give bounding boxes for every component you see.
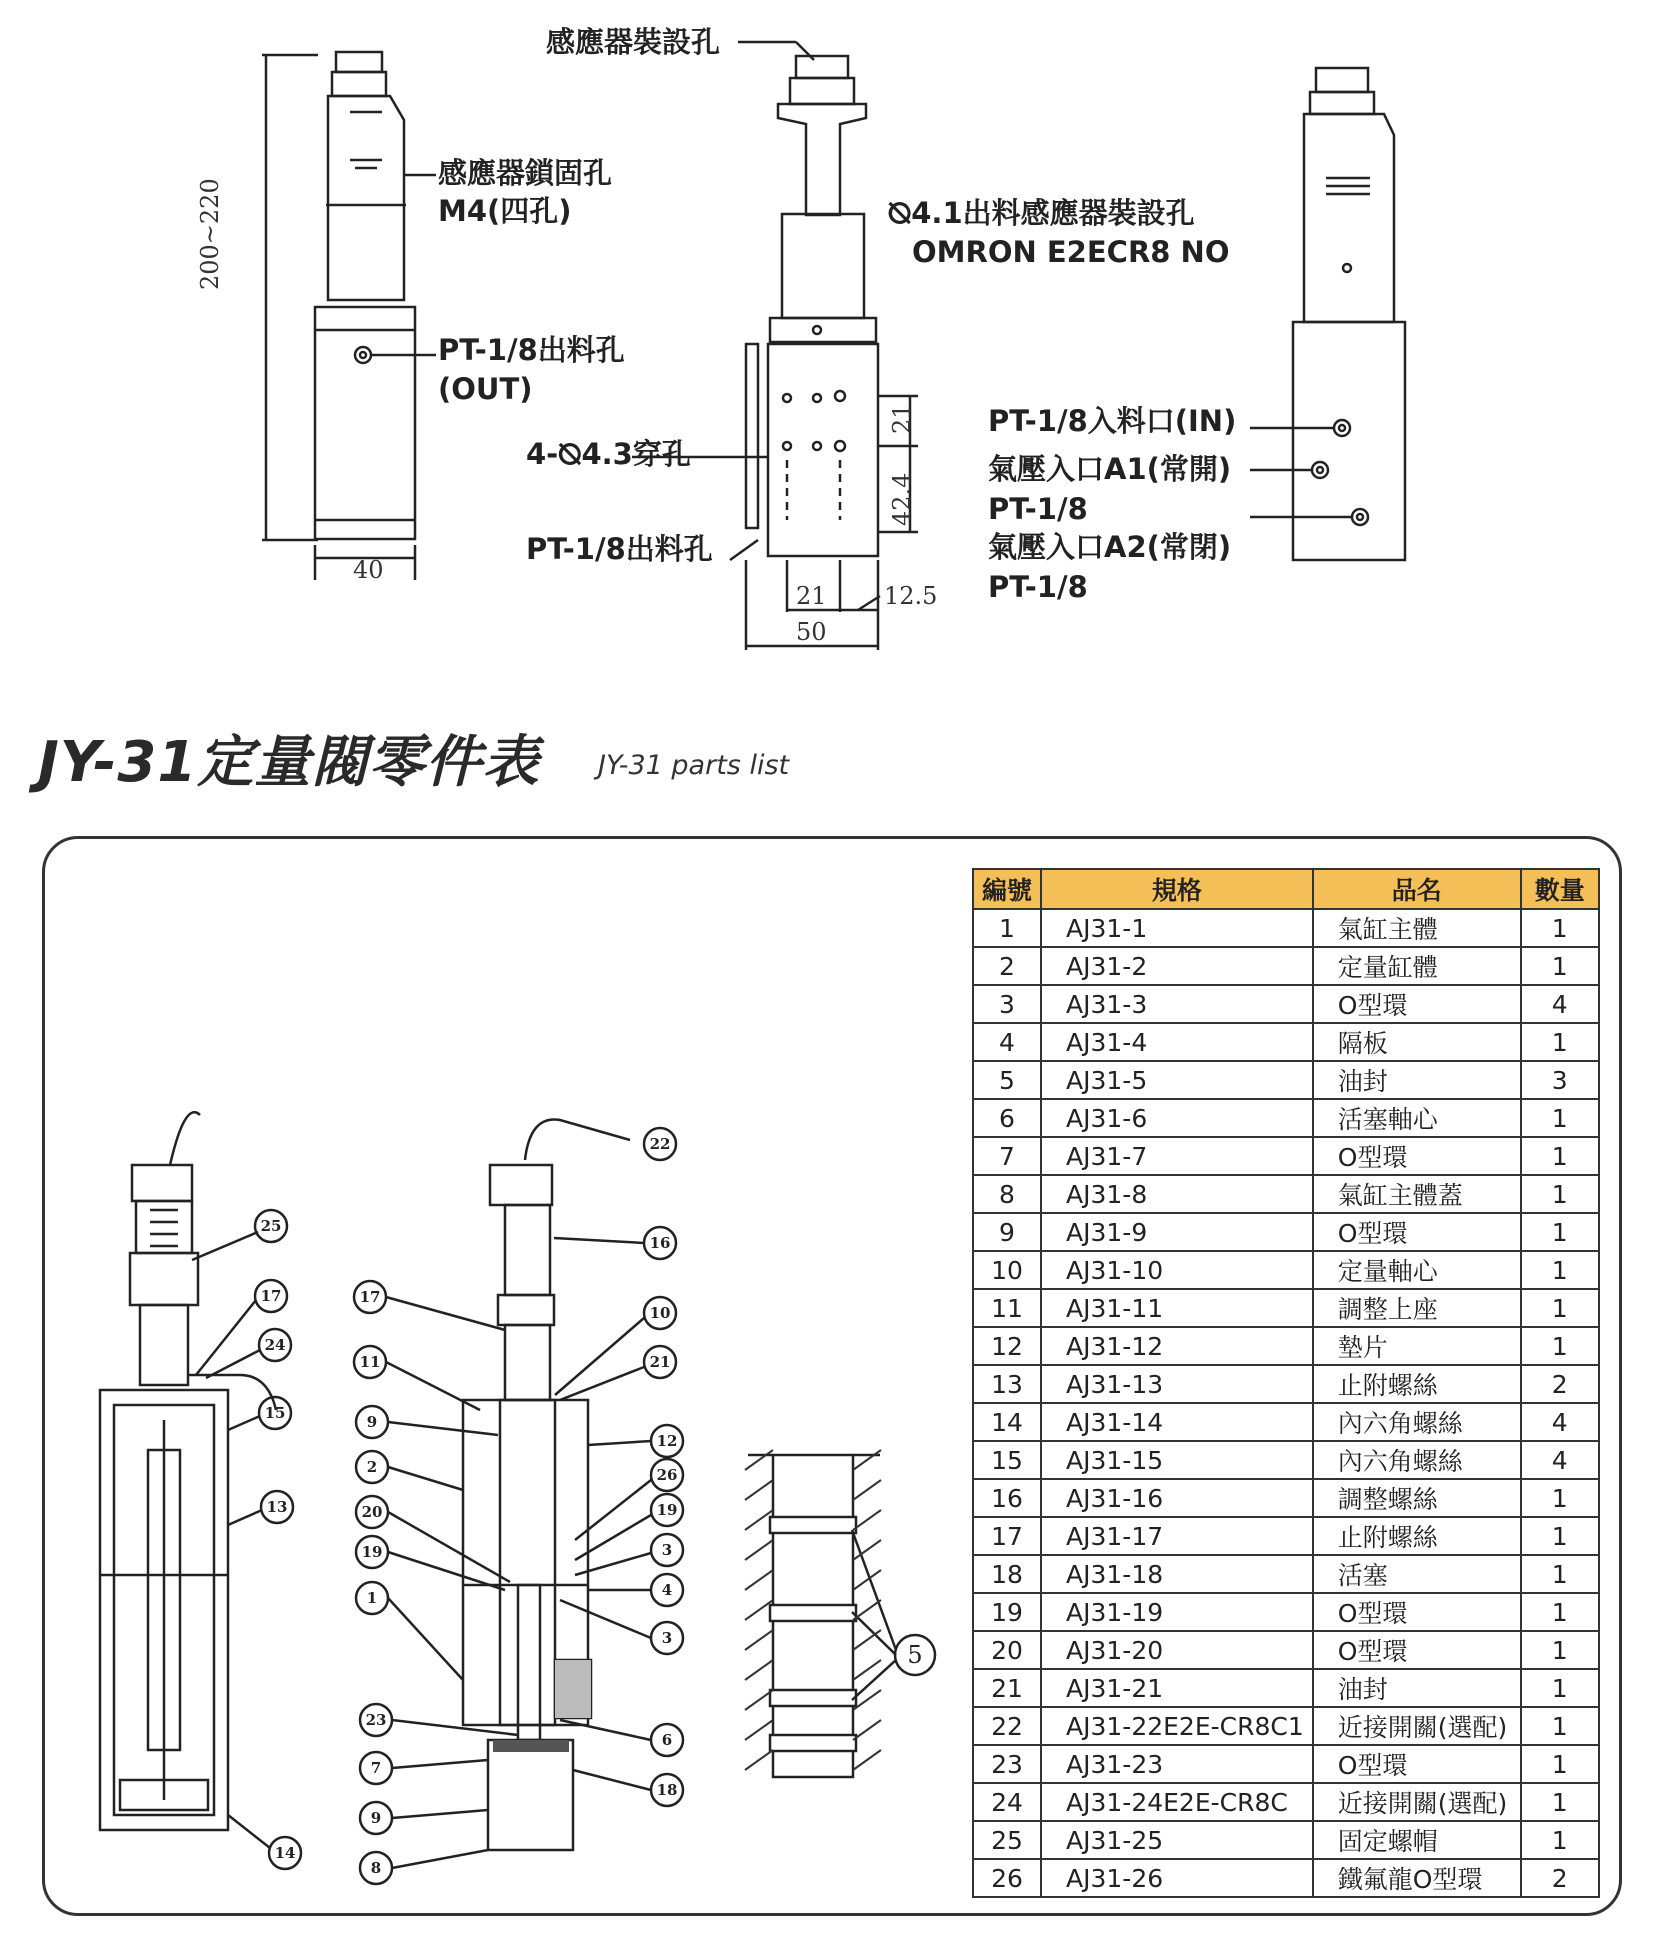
part-no: 13 [973,1365,1041,1403]
part-name: 油封 [1313,1669,1521,1707]
part-qty: 1 [1521,947,1599,985]
table-row [973,1859,1599,1897]
part-name: 內六角螺絲 [1313,1403,1521,1441]
part-name: 近接開關(選配) [1313,1783,1521,1821]
part-qty: 1 [1521,1327,1599,1365]
part-name: 內六角螺絲 [1313,1441,1521,1479]
part-qty: 2 [1521,1859,1599,1897]
callout-cl-9a: 9 [366,1413,378,1431]
part-qty: 4 [1521,1441,1599,1479]
part-name: 定量軸心 [1313,1251,1521,1289]
table-row [973,1137,1599,1175]
part-spec: AJ31-13 [1041,1365,1313,1403]
dim-21-top: 21 [888,403,916,434]
part-no: 26 [973,1859,1041,1897]
callout-cl-23: 23 [365,1711,387,1729]
table-row [973,947,1599,985]
callout-detail-5: 5 [907,1641,923,1669]
table-row [973,1251,1599,1289]
table-row [973,1365,1599,1403]
part-no: 14 [973,1403,1041,1441]
part-name: 活塞 [1313,1555,1521,1593]
part-spec: AJ31-21 [1041,1669,1313,1707]
table-row [973,1441,1599,1479]
table-row [973,1783,1599,1821]
callout-left-17: 17 [260,1287,282,1305]
part-spec: AJ31-3 [1041,985,1313,1023]
part-spec: AJ31-6 [1041,1099,1313,1137]
part-no: 23 [973,1745,1041,1783]
table-row [973,1099,1599,1137]
part-no: 17 [973,1517,1041,1555]
part-name: O型環 [1313,985,1521,1023]
part-name: 調整上座 [1313,1289,1521,1327]
dim-12-5: 12.5 [884,582,938,610]
part-name: O型環 [1313,1593,1521,1631]
part-spec: AJ31-2 [1041,947,1313,985]
header-no: 編號 [973,869,1041,909]
part-no: 22 [973,1707,1041,1745]
part-no: 6 [973,1099,1041,1137]
dim-21-bottom: 21 [796,582,827,610]
part-spec: AJ31-11 [1041,1289,1313,1327]
table-row [973,1479,1599,1517]
part-name: 氣缸主體蓋 [1313,1175,1521,1213]
part-name: 定量缸體 [1313,947,1521,985]
part-name: 調整螺絲 [1313,1479,1521,1517]
callout-left-24: 24 [264,1336,286,1354]
part-spec: AJ31-7 [1041,1137,1313,1175]
parts-table-body [973,909,1599,1897]
part-spec: AJ31-15 [1041,1441,1313,1479]
part-qty: 1 [1521,1213,1599,1251]
part-name: 氣缸主體 [1313,909,1521,947]
callout-left-14: 14 [274,1844,296,1862]
thru-hole-label: 4-⦰4.3穿孔 [526,437,691,471]
part-spec: AJ31-22E2E-CR8C1 [1041,1707,1313,1745]
part-name: 墊片 [1313,1327,1521,1365]
part-no: 24 [973,1783,1041,1821]
callout-cr-3b: 3 [661,1629,673,1647]
part-spec: AJ31-16 [1041,1479,1313,1517]
part-spec: AJ31-23 [1041,1745,1313,1783]
air-a2-label: 氣壓入口A2(常閉) [988,530,1232,564]
part-no: 10 [973,1251,1041,1289]
part-no: 1 [973,909,1041,947]
part-no: 16 [973,1479,1041,1517]
part-qty: 1 [1521,1175,1599,1213]
part-no: 7 [973,1137,1041,1175]
part-qty: 1 [1521,1745,1599,1783]
part-qty: 3 [1521,1061,1599,1099]
table-row [973,1403,1599,1441]
part-name: 止附螺絲 [1313,1517,1521,1555]
part-spec: AJ31-1 [1041,909,1313,947]
table-row [973,1213,1599,1251]
part-qty: 1 [1521,1593,1599,1631]
parts-table-header [973,869,1599,909]
table-row [973,1061,1599,1099]
part-name: 隔板 [1313,1023,1521,1061]
callout-cr-16: 16 [649,1234,671,1252]
part-name: 鐵氟龍O型環 [1313,1859,1521,1897]
callout-cr-12: 12 [656,1432,678,1450]
part-qty: 1 [1521,1707,1599,1745]
air-a1-spec: PT-1/8 [988,492,1088,526]
dim-42-4: 42.4 [888,472,916,526]
callout-left-13: 13 [266,1498,288,1516]
part-spec: AJ31-12 [1041,1327,1313,1365]
table-row [973,1175,1599,1213]
callout-cr-4: 4 [661,1581,673,1599]
table-row [973,1517,1599,1555]
part-spec: AJ31-26 [1041,1859,1313,1897]
part-no: 2 [973,947,1041,985]
part-no: 3 [973,985,1041,1023]
part-spec: AJ31-10 [1041,1251,1313,1289]
table-row [973,1023,1599,1061]
part-name: 止附螺絲 [1313,1365,1521,1403]
callout-cl-19: 19 [361,1543,383,1561]
part-qty: 1 [1521,1555,1599,1593]
table-row [973,1707,1599,1745]
part-no: 18 [973,1555,1041,1593]
part-qty: 1 [1521,1669,1599,1707]
table-row [973,1289,1599,1327]
part-qty: 1 [1521,1099,1599,1137]
part-name: O型環 [1313,1213,1521,1251]
callout-cl-8: 8 [370,1859,382,1877]
callout-left-25: 25 [260,1217,282,1235]
part-name: 近接開關(選配) [1313,1707,1521,1745]
callout-cl-9b: 9 [370,1809,382,1827]
table-row [973,1669,1599,1707]
part-no: 9 [973,1213,1041,1251]
part-name: O型環 [1313,1631,1521,1669]
dim-width-left: 40 [353,556,384,584]
callout-cr-18: 18 [656,1781,678,1799]
table-row [973,1745,1599,1783]
part-spec: AJ31-20 [1041,1631,1313,1669]
in-port-label: PT-1/8入料口(IN) [988,404,1237,438]
out-port-2-label: PT-1/8出料孔 [526,532,713,566]
callout-cl-20: 20 [361,1503,383,1521]
table-row [973,1821,1599,1859]
table-row [973,1631,1599,1669]
part-qty: 1 [1521,1479,1599,1517]
part-qty: 1 [1521,1251,1599,1289]
part-name: O型環 [1313,1745,1521,1783]
outlet-sensor-model-label: OMRON E2ECR8 NO [912,235,1230,269]
part-spec: AJ31-14 [1041,1403,1313,1441]
part-no: 19 [973,1593,1041,1631]
part-spec: AJ31-24E2E-CR8C [1041,1783,1313,1821]
part-no: 12 [973,1327,1041,1365]
table-row [973,1327,1599,1365]
dim-height: 200~220 [196,178,224,290]
part-spec: AJ31-9 [1041,1213,1313,1251]
out-port-tag: (OUT) [438,372,533,406]
callout-left-15: 15 [264,1404,286,1422]
part-no: 8 [973,1175,1041,1213]
part-qty: 1 [1521,1289,1599,1327]
part-qty: 4 [1521,1403,1599,1441]
callout-cr-19: 19 [656,1501,678,1519]
callout-cr-3a: 3 [661,1541,673,1559]
air-a1-label: 氣壓入口A1(常開) [988,452,1232,486]
part-qty: 4 [1521,985,1599,1023]
header-spec: 規格 [1041,869,1313,909]
callout-cl-1: 1 [366,1589,378,1607]
part-no: 25 [973,1821,1041,1859]
dim-50: 50 [796,618,827,646]
sensor-lock-spec-label: M4(四孔) [438,194,572,228]
part-qty: 2 [1521,1365,1599,1403]
callout-cl-7: 7 [370,1759,382,1777]
table-row [973,909,1599,947]
part-name: 固定螺帽 [1313,1821,1521,1859]
air-a2-spec: PT-1/8 [988,570,1088,604]
callout-cr-6: 6 [661,1731,673,1749]
part-qty: 1 [1521,909,1599,947]
callout-cl-2: 2 [366,1458,378,1476]
part-spec: AJ31-5 [1041,1061,1313,1099]
part-spec: AJ31-18 [1041,1555,1313,1593]
sensor-mount-hole-label: 感應器裝設孔 [546,25,721,59]
header-name: 品名 [1313,869,1521,909]
sensor-lock-hole-label: 感應器鎖固孔 [438,156,613,190]
section-subtitle: JY-31 parts list [598,750,790,781]
part-qty: 1 [1521,1023,1599,1061]
table-row [973,1555,1599,1593]
table-row [973,985,1599,1023]
parts-table [972,868,1600,1898]
part-spec: AJ31-4 [1041,1023,1313,1061]
part-name: O型環 [1313,1137,1521,1175]
callout-cl-17: 17 [359,1288,381,1306]
header-qty: 數量 [1521,869,1599,909]
part-qty: 1 [1521,1631,1599,1669]
part-no: 5 [973,1061,1041,1099]
outlet-sensor-hole-label: ⦰4.1出料感應器裝設孔 [888,196,1195,230]
part-qty: 1 [1521,1783,1599,1821]
callout-cr-22: 22 [649,1135,671,1153]
table-row [973,1593,1599,1631]
section-title: JY-31定量閥零件表 [38,730,540,795]
part-no: 20 [973,1631,1041,1669]
part-no: 15 [973,1441,1041,1479]
part-no: 11 [973,1289,1041,1327]
callout-cr-21: 21 [649,1353,671,1371]
callout-cl-11: 11 [359,1353,381,1371]
callout-cr-26: 26 [656,1466,678,1484]
part-name: 活塞軸心 [1313,1099,1521,1137]
part-spec: AJ31-19 [1041,1593,1313,1631]
part-qty: 1 [1521,1137,1599,1175]
part-name: 油封 [1313,1061,1521,1099]
part-qty: 1 [1521,1821,1599,1859]
part-spec: AJ31-8 [1041,1175,1313,1213]
part-spec: AJ31-17 [1041,1517,1313,1555]
part-spec: AJ31-25 [1041,1821,1313,1859]
callout-cr-10: 10 [649,1304,671,1322]
out-port-label: PT-1/8出料孔 [438,333,625,367]
part-no: 21 [973,1669,1041,1707]
part-qty: 1 [1521,1517,1599,1555]
part-no: 4 [973,1023,1041,1061]
